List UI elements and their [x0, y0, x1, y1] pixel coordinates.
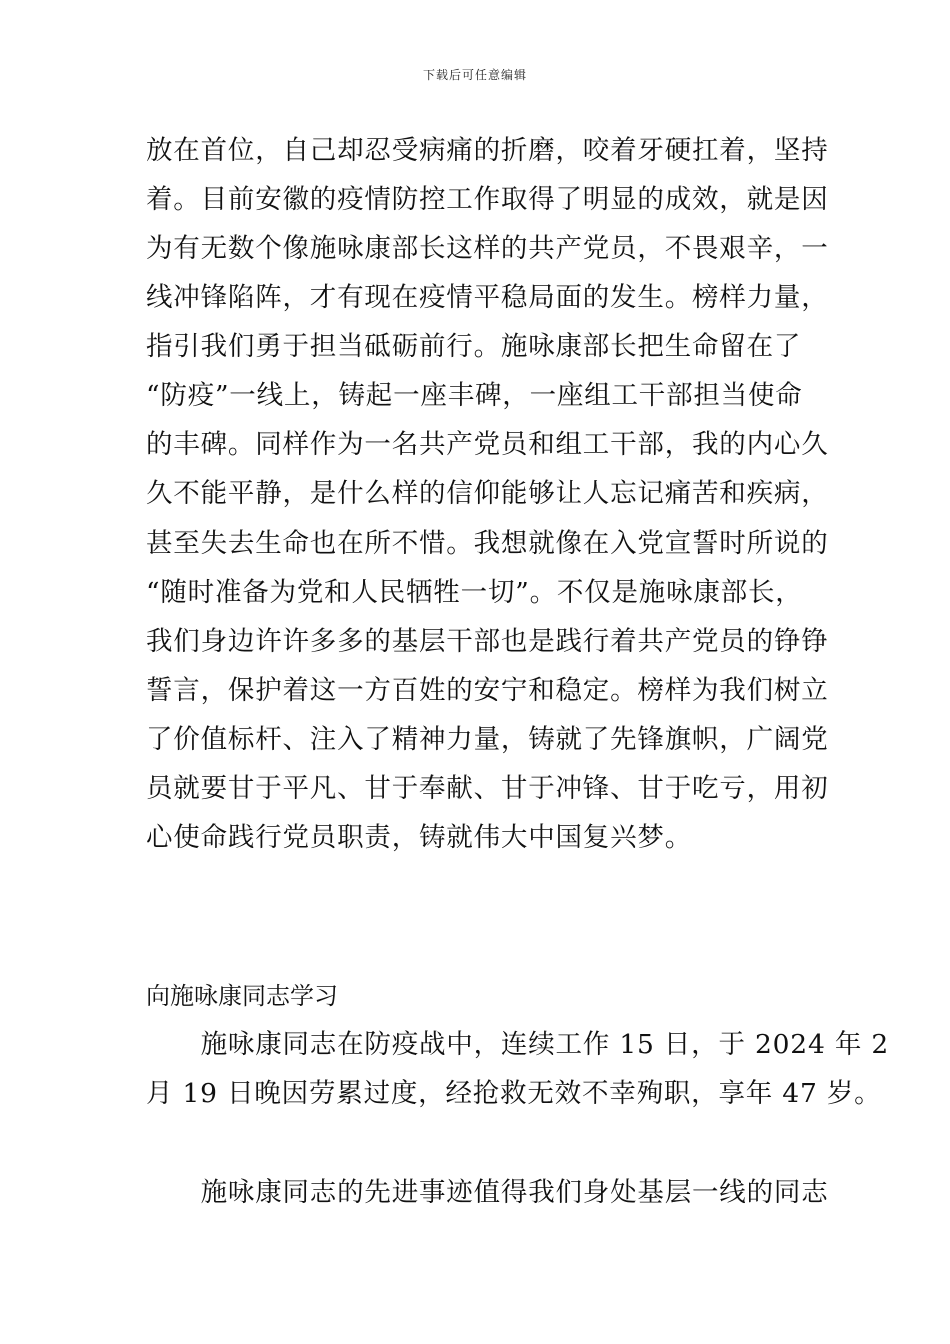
text-line: 月 19 日晚因劳累过度，经抢救无效不幸殉职，享年 47 岁。	[146, 1078, 882, 1109]
text-line: 施咏康同志在防疫战中，连续工作 15 日，于 2024 年 2	[146, 1029, 890, 1060]
text-line: 久不能平静，是什么样的信仰能够让人忘记痛苦和疾病，	[146, 478, 829, 509]
text-line: “防疫”一线上，铸起一座丰碑，一座组工干部担当使命	[146, 380, 803, 411]
text-line: 心使命践行党员职责，铸就伟大中国复兴梦。	[146, 822, 692, 853]
text-line: 指引我们勇于担当砥砺前行。施咏康部长把生命留在了	[146, 331, 802, 362]
text-line: 员就要甘于平凡、甘于奉献、甘于冲锋、甘于吃亏，用初	[146, 773, 829, 804]
section-title: 向施咏康同志学习	[146, 982, 338, 1010]
page-header-note: 下载后可任意编辑	[422, 68, 527, 82]
text-line: 的丰碑。同样作为一名共产党员和组工干部，我的内心久	[146, 429, 829, 460]
text-line: 为有无数个像施咏康部长这样的共产党员，不畏艰辛，一	[146, 233, 829, 264]
text-line: 誓言，保护着这一方百姓的安宁和稳定。榜样为我们树立	[146, 675, 829, 706]
text-line: 施咏康同志的先进事迹值得我们身处基层一线的同志	[146, 1177, 829, 1208]
text-line: “随时准备为党和人民牺牲一切”。不仅是施咏康部长，	[146, 577, 803, 608]
text-line: 了价值标杆、注入了精神力量，铸就了先锋旗帜，广阔党	[146, 724, 829, 755]
text-line: 着。目前安徽的疫情防控工作取得了明显的成效，就是因	[146, 184, 829, 215]
text-line: 放在首位，自己却忍受病痛的折磨，咬着牙硬扛着，坚持	[146, 135, 829, 166]
text-line: 线冲锋陷阵，才有现在疫情平稳局面的发生。榜样力量，	[146, 282, 829, 313]
text-line: 我们身边许许多多的基层干部也是践行着共产党员的铮铮	[146, 626, 829, 657]
text-line: 甚至失去生命也在所不惜。我想就像在入党宣誓时所说的	[146, 528, 829, 559]
